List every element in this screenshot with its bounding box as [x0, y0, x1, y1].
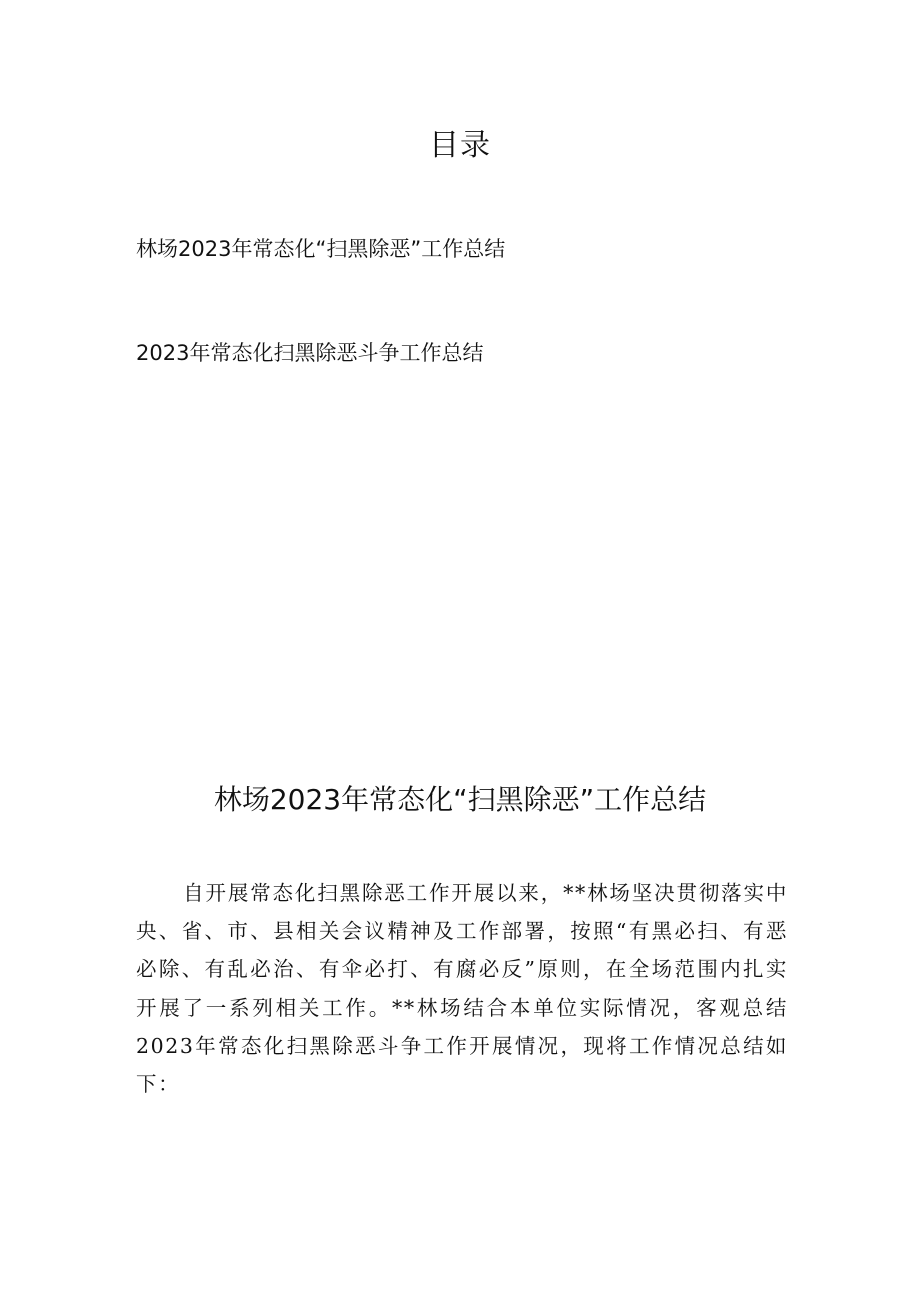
toc-item-struggle-summary[interactable]: 2023年常态化扫黑除恶斗争工作总结 — [136, 341, 484, 365]
article-title: 林场2023年常态化“扫黑除恶”工作总结 — [213, 783, 707, 816]
article-paragraph: 自开展常态化扫黑除恶工作开展以来，**林场坚决贯彻落实中央、省、市、县相关会议精神及工作部署，按照“有黑必扫、有恶必除、有乱必治、有伞必打、有腐必反”原则，在全场范围内扎实开展了一系列相关工作。**林场结合本单位实际情况，客观总结2023年常态化扫黑除恶斗争工作开展情况，现将工作情况总结如下： — [136, 881, 788, 1097]
toc-heading: 目录 — [429, 128, 491, 163]
toc-item-forest-farm-summary[interactable]: 林场2023年常态化“扫黑除恶”工作总结 — [136, 237, 506, 261]
